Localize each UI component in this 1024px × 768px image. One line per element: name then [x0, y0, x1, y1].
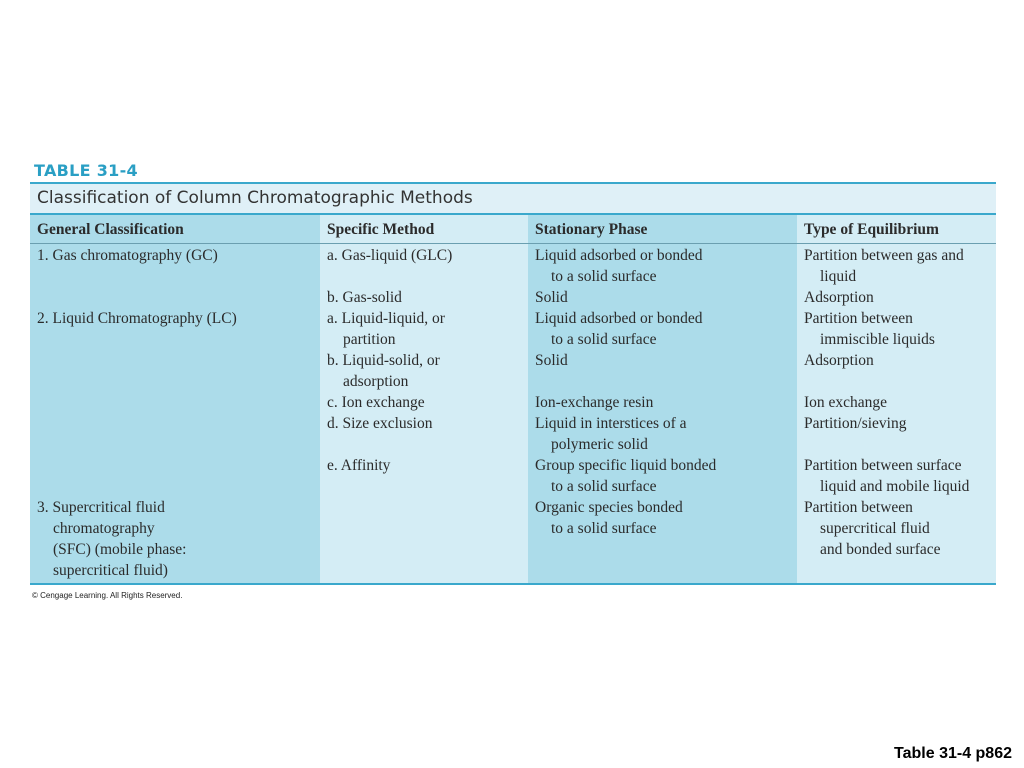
equilibrium-line: liquid and mobile liquid: [820, 478, 970, 495]
table-label: TABLE 31-4: [34, 161, 138, 180]
equilibrium-cell: [804, 455, 992, 497]
stationary-cell: [535, 308, 793, 350]
equilibrium-cell: [804, 245, 992, 287]
equilibrium-cell: Partition/sieving: [804, 415, 907, 432]
method-gas-liquid: a. Gas-liquid (GLC): [327, 247, 453, 264]
method-line: adsorption: [343, 373, 409, 390]
method-line: b. Liquid-solid, or: [327, 352, 440, 369]
header-stationary-phase: Stationary Phase: [528, 215, 797, 244]
equilibrium-line: liquid: [820, 268, 857, 285]
equilibrium-line: immiscible liquids: [820, 331, 935, 348]
equilibrium-cell: Adsorption: [804, 352, 874, 369]
general-gc: 1. Gas chromatography (GC): [37, 247, 218, 264]
stationary-line: Liquid adsorbed or bonded: [535, 310, 703, 327]
header-type-of-equilibrium: Type of Equilibrium: [797, 215, 996, 244]
equilibrium-line: Partition between: [804, 499, 913, 516]
equilibrium-cell: [804, 497, 992, 560]
stationary-cell: [535, 245, 793, 287]
chromatography-table: [30, 182, 996, 585]
stationary-line: to a solid surface: [551, 520, 657, 537]
stationary-line: to a solid surface: [551, 478, 657, 495]
stationary-line: Liquid adsorbed or bonded: [535, 247, 703, 264]
stationary-line: polymeric solid: [551, 436, 648, 453]
stationary-line: Organic species bonded: [535, 499, 683, 516]
header-general-classification: General Classification: [30, 215, 320, 244]
general-sfc-line: supercritical fluid): [53, 562, 168, 579]
equilibrium-cell: Adsorption: [804, 289, 874, 306]
column-specific-method: [320, 215, 528, 583]
stationary-cell: Solid: [535, 289, 568, 306]
method-ion-exchange: c. Ion exchange: [327, 394, 425, 411]
general-sfc: [37, 497, 316, 581]
stationary-line: to a solid surface: [551, 268, 657, 285]
equilibrium-line: Partition between gas and: [804, 247, 964, 264]
stationary-cell: Solid: [535, 352, 568, 369]
table-title: Classification of Column Chromatographic Methods: [37, 188, 473, 208]
method-liquid-liquid: [327, 308, 524, 350]
column-general-classification: [30, 215, 320, 583]
header-specific-method: Specific Method: [320, 215, 528, 244]
method-affinity: e. Affinity: [327, 457, 391, 474]
general-sfc-line: 3. Supercritical fluid: [37, 499, 165, 516]
stationary-cell: [535, 455, 793, 497]
stationary-line: Group specific liquid bonded: [535, 457, 717, 474]
method-gas-solid: b. Gas-solid: [327, 289, 402, 306]
method-line: a. Liquid-liquid, or: [327, 310, 445, 327]
table-title-bar: [30, 184, 996, 215]
stationary-cell: Ion-exchange resin: [535, 394, 654, 411]
method-liquid-solid: [327, 350, 524, 392]
stationary-line: Liquid in interstices of a: [535, 415, 687, 432]
general-lc: 2. Liquid Chromatography (LC): [37, 310, 237, 327]
stationary-line: to a solid surface: [551, 331, 657, 348]
equilibrium-line: Partition between: [804, 310, 913, 327]
stationary-cell: [535, 497, 793, 539]
column-type-of-equilibrium: [797, 215, 996, 583]
page-reference: Table 31-4 p862: [894, 745, 1012, 762]
equilibrium-cell: Ion exchange: [804, 394, 888, 411]
method-line: partition: [343, 331, 396, 348]
column-stationary-phase: [528, 215, 797, 583]
equilibrium-line: and bonded surface: [820, 541, 941, 558]
method-size-exclusion: d. Size exclusion: [327, 415, 433, 432]
equilibrium-cell: [804, 308, 992, 350]
equilibrium-line: supercritical fluid: [820, 520, 930, 537]
equilibrium-line: Partition between surface: [804, 457, 962, 474]
general-sfc-line: chromatography: [53, 520, 155, 537]
general-sfc-line: (SFC) (mobile phase:: [53, 541, 187, 558]
copyright-notice: © Cengage Learning. All Rights Reserved.: [32, 591, 183, 600]
stationary-cell: [535, 413, 793, 455]
